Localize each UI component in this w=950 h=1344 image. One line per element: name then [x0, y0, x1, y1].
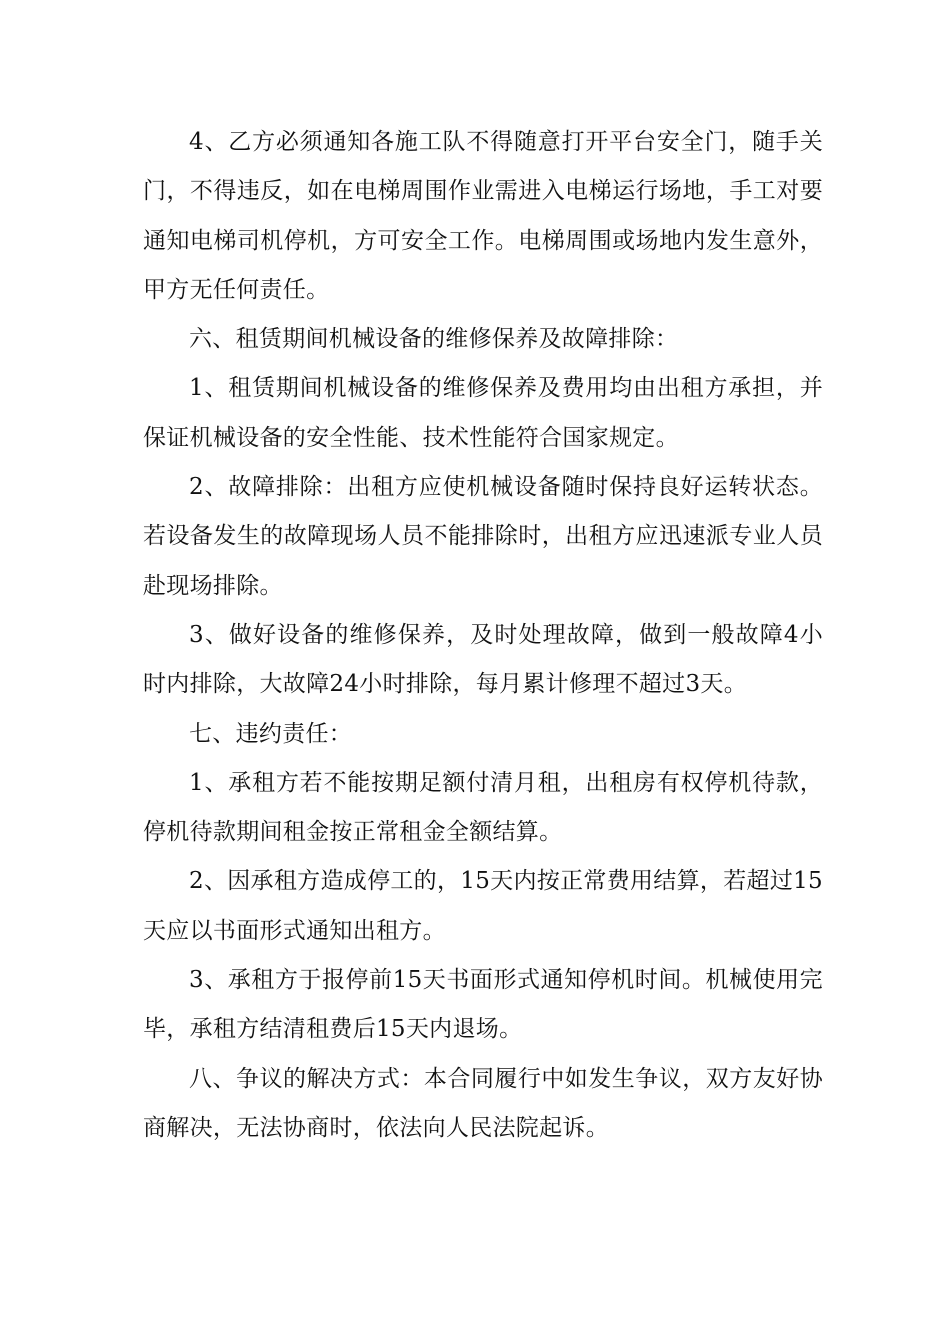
clause-4-platform-safety-door: 4、乙方必须通知各施工队不得随意打开平台安全门，随手关门，不得违反，如在电梯周围作业需进入电梯运行场地，手工对要通知电梯司机停机，方可安全工作。电梯周围或场地内发生意外，甲方无任何责任。 [143, 129, 823, 303]
document-page [143, 118, 823, 1153]
clause-6-2-fault-removal: 2、故障排除：出租方应使机械设备随时保持良好运转状态。若设备发生的故障现场人员不能排除时，出租方应迅速派专业人员赴现场排除。 [143, 474, 823, 599]
clause-7-2-work-stoppage: 2、因承租方造成停工的，15天内按正常费用结算，若超过15天应以书面形式通知出租方。 [143, 868, 823, 944]
clause-6-3-repair-time: 3、做好设备的维修保养，及时处理故障，做到一般故障4小时内排除，大故障24小时排除，每月累计修理不超过3天。 [143, 621, 823, 698]
clause-7-3-termination-notice: 3、承租方于报停前15天书面形式通知停机时间。机械使用完毕，承租方结清租费后15天内退场。 [143, 967, 823, 1043]
section-8-dispute-resolution: 八、争议的解决方式：本合同履行中如发生争议，双方友好协商解决，无法协商时，依法向人民法院起诉。 [143, 1065, 823, 1141]
clause-7-1-rent-default: 1、承租方若不能按期足额付清月租，出租房有权停机待款，停机待款期间租金按正常租金全额结算。 [143, 769, 823, 846]
section-7-heading-liability: 七、违约责任： [189, 720, 353, 747]
clause-6-1-maintenance-cost: 1、租赁期间机械设备的维修保养及费用均由出租方承担，并保证机械设备的安全性能、技术性能符合国家规定。 [143, 375, 823, 451]
section-6-heading-maintenance: 六、租赁期间机械设备的维修保养及故障排除： [189, 326, 679, 353]
